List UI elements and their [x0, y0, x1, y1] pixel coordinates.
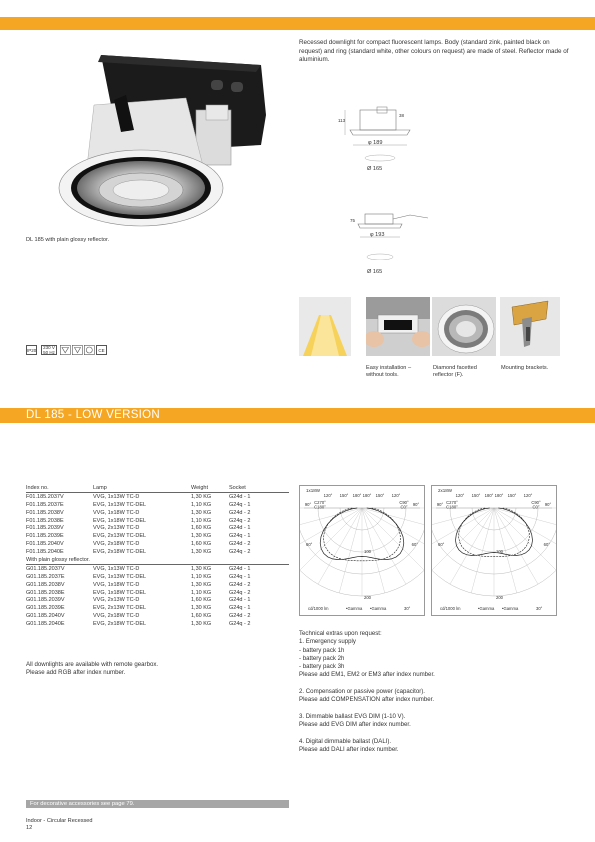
angle-90-right: 90° — [544, 502, 552, 507]
technical-extras: Technical extras upon request: 1. Emergency supply - battery pack 1h - battery pack 2h - battery pack 3h Please add EM1, EM2 or EM3 after index number. 2. Compensation or passive power (capacitor). Please add COMPENSATION after index number. 3. Dimmable ballast EVG DIM (1-10 V). Please add EVG DIM after index number. 4. Digital dimmable ballast (DALI). Please add DALI after index number. — [299, 630, 435, 754]
table-row — [26, 509, 289, 517]
cell-index: F01.185.2038V — [26, 509, 64, 516]
legend-unit: cd/1000 lm — [440, 606, 461, 611]
cell-lamp: VVG, 2x18W TC-D — [93, 613, 140, 620]
polar-grid-ray — [432, 508, 494, 570]
voltage-icon: 230 V 50 Hz — [41, 345, 57, 355]
angle-90-left: 90° — [436, 502, 444, 507]
polar-diagram-1 — [299, 485, 425, 616]
cell-socket: G24q - 2 — [229, 517, 251, 524]
table-row — [26, 524, 289, 532]
cell-socket: G24d - 2 — [229, 509, 251, 516]
table-row — [26, 492, 289, 500]
legend-gamma-a: •Gamma — [346, 606, 363, 611]
table-row — [26, 612, 289, 620]
intro-text: Recessed downlight for compact fluorescent lamps. Body (standard zink, painted black on request) and ring (standard white, other colours on request) are made of steel. Reflector made of aluminium. — [299, 39, 569, 64]
angle-150-left: 150° — [339, 493, 349, 498]
col-weight: Weight — [191, 484, 229, 492]
cell-index: G01.185.2039V — [26, 597, 65, 604]
polar-title-1: 1x18W — [306, 488, 321, 493]
ce-icon: CE — [96, 345, 107, 355]
drawing-top-diameter: φ 189 — [368, 140, 383, 146]
angle-60-left: 60° — [438, 542, 445, 547]
cell-index: F01.185.2038E — [26, 517, 64, 524]
cell-socket: G24q - 1 — [229, 605, 251, 612]
polar-grid-ray — [471, 508, 494, 593]
ip-rating-icon: IP20 — [26, 345, 37, 355]
cell-index: F01.185.2040E — [26, 549, 64, 556]
accessories-note: For decorative accessories see page 79. — [30, 800, 135, 807]
cell-index: F01.185.2037V — [26, 493, 64, 500]
cell-weight: 1,10 KG — [191, 573, 212, 580]
cell-lamp: EVG, 2x13W TC-DEL — [93, 533, 147, 540]
cell-socket: G24q - 2 — [229, 589, 251, 596]
remote-gearbox-note: All downlights are available with remote gearbox. Please add RGB after index number. — [26, 661, 159, 677]
drawing-top-height-b: 38 — [399, 113, 405, 118]
angle-120-right: 120° — [391, 493, 401, 498]
cell-socket: G24d - 1 — [229, 597, 251, 604]
cell-weight: 1,60 KG — [191, 541, 212, 548]
cell-lamp: EVG, 1x18W TC-DEL — [93, 589, 147, 596]
c270-label: C270° — [446, 500, 458, 505]
polar-grid-ray — [300, 508, 362, 570]
photo-caption-reflector: Diamond facetted reflector (F). — [433, 365, 477, 379]
polar-title-2: 2x18W — [438, 488, 453, 493]
section-heading-bar — [0, 408, 595, 423]
angle-120-left: 120° — [455, 493, 465, 498]
cell-lamp: VVG, 1x18W TC-D — [93, 509, 140, 516]
col-lamp: Lamp — [93, 484, 191, 492]
table-row — [26, 581, 289, 589]
polar-grid-ray — [494, 508, 556, 570]
cell-weight: 1,30 KG — [191, 581, 212, 588]
angle-90-left: 90° — [304, 502, 312, 507]
page-number: 12 — [26, 825, 33, 831]
cell-weight: 1,30 KG — [191, 621, 212, 628]
table-row — [26, 573, 289, 581]
cell-lamp: EVG, 1x18W TC-DEL — [93, 517, 147, 524]
photo-caption-installation: Easy installation – without tools. — [366, 365, 412, 379]
cell-index: G01.185.2038E — [26, 589, 65, 596]
c90-label: C90° — [399, 500, 409, 505]
cell-index: G01.185.2037E — [26, 573, 65, 580]
cell-lamp: VVG, 1x18W TC-D — [93, 581, 140, 588]
angle-180-right: 180° — [362, 493, 372, 498]
cell-index: G01.185.2039E — [26, 605, 65, 612]
cell-index: G01.185.2040E — [26, 621, 65, 628]
cell-socket: G24q - 2 — [229, 621, 251, 628]
c180-label: C180° — [446, 504, 458, 510]
c0-label: C0° — [400, 504, 408, 510]
legend-gamma-b: •Gamma — [370, 606, 387, 611]
table-header-row — [26, 484, 289, 492]
footer-section: Indoor - Circular Recessed — [26, 818, 93, 824]
cell-index: F01.185.2037E — [26, 501, 64, 508]
polar-grid-ray — [362, 508, 406, 584]
col-socket: Socket — [229, 484, 289, 492]
cell-index: G01.185.2037V — [26, 565, 65, 572]
table-row — [26, 604, 289, 612]
cell-index: F01.185.2039E — [26, 533, 64, 540]
photo-reflector — [432, 297, 496, 356]
cell-index: G01.185.2038V — [26, 581, 65, 588]
photo-mounting-brackets — [500, 297, 560, 356]
c0-label: C0° — [532, 504, 540, 510]
cell-lamp: EVG, 1x13W TC-DEL — [93, 501, 147, 508]
drawing-bottom-cutout: Ø 165 — [367, 269, 383, 275]
cell-weight: 1,10 KG — [191, 589, 212, 596]
c90-label: C90° — [531, 500, 541, 505]
cell-index: G01.185.2040V — [26, 613, 65, 620]
drawing-bottom-height: 75 — [350, 218, 356, 223]
polar-chart-2 — [432, 486, 556, 615]
spec-table — [26, 484, 289, 628]
cell-weight: 1,30 KG — [191, 533, 212, 540]
legend-unit: cd/1000 lm — [308, 606, 329, 611]
cell-lamp: VVG, 1x13W TC-D — [93, 565, 140, 572]
c270-label: C270° — [314, 500, 326, 505]
table-row — [26, 596, 289, 604]
cell-socket: G24d - 2 — [229, 581, 251, 588]
cell-socket: G24q - 1 — [229, 501, 251, 508]
cell-socket: G24q - 1 — [229, 533, 251, 540]
cell-index: F01.185.2039V — [26, 525, 64, 532]
cell-weight: 1,30 KG — [191, 549, 212, 556]
cell-weight: 1,30 KG — [191, 605, 212, 612]
angle-120-left: 120° — [323, 493, 333, 498]
polar-grid-ray — [432, 508, 494, 531]
col-index: Index no. — [26, 484, 93, 492]
cell-weight: 1,60 KG — [191, 613, 212, 620]
cell-weight: 1,60 KG — [191, 525, 212, 532]
table-row — [26, 540, 289, 548]
cell-lamp: EVG, 1x13W TC-DEL — [93, 573, 147, 580]
cell-socket: G24d - 1 — [229, 565, 251, 572]
table-row — [26, 589, 289, 597]
accessories-bar — [26, 800, 289, 808]
cell-socket: G24d - 2 — [229, 541, 251, 548]
cell-lamp: EVG, 2x18W TC-DEL — [93, 549, 147, 556]
photo-caption-brackets: Mounting brackets. — [501, 365, 549, 371]
polar-diagram-2 — [431, 485, 557, 616]
angle-180-left: 180° — [484, 493, 494, 498]
product-caption: DL 185 with plain glossy reflector. — [26, 237, 110, 243]
legend-gamma-b: •Gamma — [502, 606, 519, 611]
cell-index: F01.185.2040V — [26, 541, 64, 548]
scale-mid: 100 — [496, 549, 503, 554]
angle-30-label: 30° — [536, 606, 543, 611]
scale-bottom: 200 — [364, 595, 371, 600]
cell-weight: 1,30 KG — [191, 493, 212, 500]
cell-weight: 1,60 KG — [191, 597, 212, 604]
angle-150-right: 150° — [375, 493, 385, 498]
cell-lamp: VVG, 2x13W TC-D — [93, 597, 140, 604]
cell-weight: 1,10 KG — [191, 517, 212, 524]
drawing-bottom — [350, 210, 440, 260]
angle-150-left: 150° — [471, 493, 481, 498]
cell-lamp: EVG, 2x13W TC-DEL — [93, 605, 147, 612]
angle-150-right: 150° — [507, 493, 517, 498]
angle-90-right: 90° — [412, 502, 420, 507]
table-subheading-row — [26, 556, 289, 564]
table-row — [26, 532, 289, 540]
cell-socket: G24q - 2 — [229, 549, 251, 556]
table-row — [26, 501, 289, 509]
polar-grid-ray — [362, 508, 424, 531]
cell-lamp: VVG, 1x13W TC-D — [93, 493, 140, 500]
photo-installation — [366, 297, 430, 356]
drawing-top-cutout: Ø 165 — [367, 166, 383, 172]
cell-weight: 1,30 KG — [191, 509, 212, 516]
scale-bottom: 200 — [496, 595, 503, 600]
cell-weight: 1,30 KG — [191, 565, 212, 572]
scale-mid: 100 — [364, 549, 371, 554]
drawing-bottom-diameter: φ 193 — [370, 232, 385, 238]
top-accent-bar — [0, 17, 595, 30]
light-cone-photo — [299, 297, 351, 356]
angle-30-label: 30° — [404, 606, 411, 611]
cell-socket: G24d - 1 — [229, 525, 251, 532]
table-subheading: With plain glossy reflector. — [26, 556, 289, 564]
cell-socket: G24d - 2 — [229, 613, 251, 620]
cell-lamp: VVG, 2x18W TC-D — [93, 541, 140, 548]
table-row — [26, 620, 289, 628]
polar-chart-1 — [300, 486, 424, 615]
section-title: DL 185 - LOW VERSION — [26, 409, 161, 421]
legend-gamma-a: •Gamma — [478, 606, 495, 611]
angle-60-right: 60° — [411, 542, 418, 547]
angle-180-left: 180° — [352, 493, 362, 498]
cell-socket: G24d - 1 — [229, 493, 251, 500]
angle-60-right: 60° — [543, 542, 550, 547]
table-row — [26, 564, 289, 572]
polar-grid-ray — [300, 508, 362, 531]
cell-socket: G24q - 1 — [229, 573, 251, 580]
drawing-top-height-a: 113 — [338, 118, 346, 123]
polar-grid-ray — [339, 508, 362, 593]
angle-120-right: 120° — [523, 493, 533, 498]
table-row — [26, 517, 289, 525]
c180-label: C180° — [314, 504, 326, 510]
angle-180-right: 180° — [494, 493, 504, 498]
polar-grid-ray — [494, 508, 556, 531]
polar-grid-ray — [362, 508, 424, 570]
cell-lamp: VVG, 2x13W TC-D — [93, 525, 140, 532]
product-photo — [26, 50, 288, 230]
cell-lamp: EVG, 2x18W TC-DEL — [93, 621, 147, 628]
cell-weight: 1,10 KG — [191, 501, 212, 508]
polar-grid-ray — [318, 508, 362, 584]
angle-60-left: 60° — [306, 542, 313, 547]
table-row — [26, 548, 289, 556]
